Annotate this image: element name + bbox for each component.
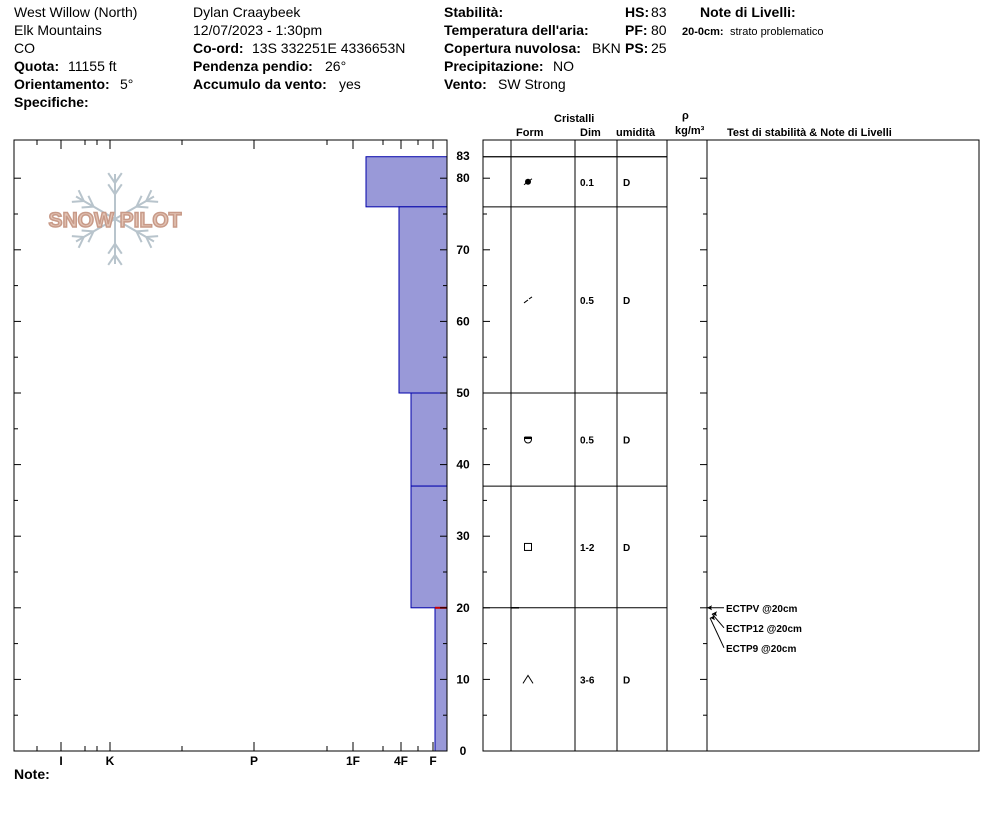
wind-loading-label: Accumulo da vento: (193, 76, 327, 92)
stability-tests (511, 604, 802, 655)
density-unit-header: kg/m³ (675, 125, 705, 137)
decomposing-fragments-icon (524, 297, 532, 303)
mountain-range: Elk Mountains (14, 22, 102, 38)
ps-value: 25 (651, 40, 667, 56)
snowflake-branch (136, 207, 148, 208)
pf-label: PF: (625, 22, 648, 38)
logo-text: SNOW PILOT (48, 209, 182, 232)
hardness-tick-label: F (429, 754, 437, 768)
hardness-bar (366, 157, 447, 207)
snowflake-branch (72, 201, 84, 202)
snowflake-branch (146, 201, 158, 202)
depth-tick-label: 70 (456, 242, 470, 257)
location-name: West Willow (North) (14, 4, 138, 20)
table-frame (483, 140, 979, 751)
snowflake-branch (146, 236, 158, 237)
wind-loading-value: yes (339, 76, 361, 92)
moisture-header: umidità (616, 127, 656, 139)
snowflake-branch (115, 255, 122, 265)
specifics-label: Specifiche: (14, 94, 89, 110)
snowflake-branch (115, 244, 122, 254)
hardness-tick-label: 1F (345, 754, 361, 768)
layer-moisture: D (623, 675, 631, 687)
ps-label: PS: (625, 40, 649, 56)
snowflake-branch (115, 184, 122, 194)
layer-moisture: D (623, 177, 631, 189)
hardness-bar (411, 393, 447, 486)
hs-label: HS: (625, 4, 650, 20)
elevation-value: 11155 ft (68, 58, 117, 74)
layer-note-text: strato problematico (730, 26, 824, 38)
pf-value: 80 (651, 22, 667, 38)
slope-value: 26° (325, 58, 347, 74)
cloud-cover-label: Copertura nuvolosa: (444, 40, 581, 56)
snowpilot-logo (49, 173, 182, 265)
depth-tick-label: 60 (456, 314, 470, 329)
hardness-tick-label: K (105, 754, 115, 768)
snowflake-branch (82, 207, 94, 208)
depth-tick-label: 80 (456, 171, 470, 186)
hardness-profile (366, 157, 447, 751)
aspect-label: Orientamento: (14, 76, 110, 92)
observation-datetime: 12/07/2023 - 1:30pm (193, 22, 323, 38)
snowflake-branch (115, 173, 122, 183)
observer-name: Dylan Craaybeek (193, 4, 301, 20)
depth-tick-label: 83 (456, 149, 470, 163)
snowflake-branch (108, 173, 115, 183)
stability-test-leader (710, 618, 724, 648)
hardness-tick-label: P (249, 754, 259, 768)
hardness-tick-label: I (59, 754, 63, 768)
depth-tick-label: 20 (456, 600, 470, 615)
wind-label: Vento: (444, 76, 487, 92)
wind-value: SW Strong (498, 76, 566, 92)
snowflake-branch (72, 236, 84, 237)
state: CO (14, 40, 35, 56)
form-header: Form (516, 127, 544, 139)
density-rho-header: ρ (682, 110, 689, 122)
depth-tick-label: 50 (456, 386, 470, 400)
hardness-bar (411, 486, 447, 608)
hs-value: 83 (651, 4, 667, 20)
crystals-header: Cristalli (554, 113, 595, 125)
cloud-cover-value: BKN (592, 40, 621, 56)
notes-label: Note: (14, 766, 50, 782)
layer-size: 0.1 (580, 177, 594, 189)
size-header: Dim (580, 127, 601, 139)
coord-label: Co-ord: (193, 40, 244, 56)
precipitation-label: Precipitazione: (444, 58, 544, 74)
stability-test-label: ECTP12 @20cm (726, 623, 802, 635)
hardness-bar (399, 207, 447, 393)
depth-tick-label: 40 (456, 457, 470, 472)
layer-size: 0.5 (580, 295, 594, 307)
elevation-label: Quota: (14, 58, 60, 74)
snowflake-branch (108, 184, 115, 194)
layer-notes-label: Note di Livelli: (700, 4, 796, 20)
depth-tick-label: 10 (456, 672, 470, 687)
layer-moisture: D (623, 295, 631, 307)
slope-label: Pendenza pendio: (193, 58, 313, 74)
hardness-tick-label: 4F (393, 754, 409, 768)
stability-test-label: ECTP9 @20cm (726, 643, 797, 655)
air-temp-label: Temperatura dell'aria: (444, 22, 589, 38)
layer-moisture: D (623, 542, 631, 554)
stability-label: Stabilità: (444, 4, 504, 20)
coord-value: 13S 332251E 4336653N (252, 40, 406, 56)
layer-note-depth: 20-0cm: (682, 26, 724, 38)
aspect-value: 5° (120, 76, 134, 92)
layer-size: 3-6 (580, 675, 595, 687)
layer-size: 0.5 (580, 435, 594, 447)
snowflake-branch (108, 244, 115, 254)
layer-size: 1-2 (580, 542, 595, 554)
precipitation-value: NO (553, 58, 574, 74)
faceted-crystals-icon (525, 543, 532, 550)
rounding-faceted-icon (525, 437, 532, 440)
tests-header: Test di stabilità & Note di Livelli (727, 127, 892, 139)
depth-ticks (14, 140, 707, 768)
depth-tick-label: 0 (459, 744, 467, 758)
depth-tick-label: 30 (456, 529, 470, 544)
snowflake-branch (108, 255, 115, 265)
layer-moisture: D (623, 435, 631, 447)
stability-test-label: ECTPV @20cm (726, 603, 798, 615)
depth-hoar-icon (523, 675, 533, 683)
